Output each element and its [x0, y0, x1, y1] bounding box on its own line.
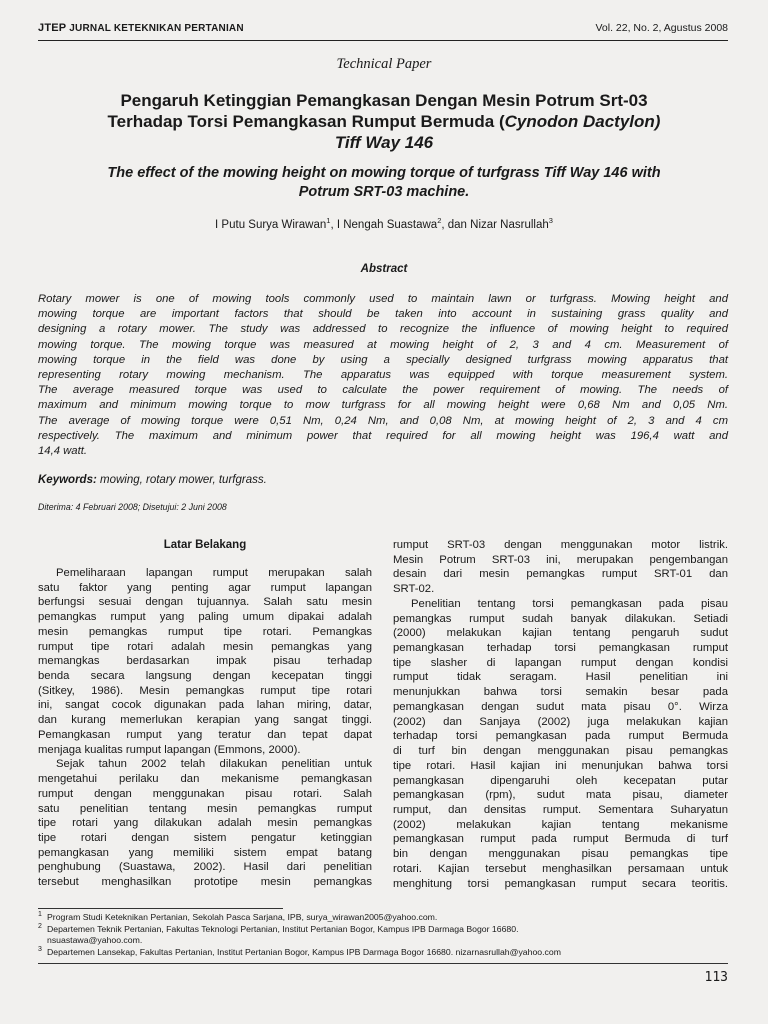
keywords-text: mowing, rotary mower, turfgrass. — [96, 474, 267, 486]
abstract-heading: Abstract — [360, 263, 408, 275]
body-line: menjaga kualitas rumput lapangan (Emmons, 2000). — [38, 743, 301, 756]
body-line: Pemangkasan rumput yang teratur dan tepat dapat — [38, 728, 372, 741]
body-line: satu faktor yang penting agar rumput lapangan — [38, 581, 372, 594]
author-1: I Putu Surya Wirawan — [215, 218, 327, 231]
body-line: berfungsi sesuai dengan tujuannya. Salah satu mesin — [38, 596, 372, 609]
abstract-line: The average of mowing torque were 0,51 Nm, 0,24 Nm, and 0,08 Nm, at mowing height of 2, 3 and 4 cm — [38, 414, 728, 427]
abstract-line: 14,4 watt. — [38, 445, 87, 458]
body-line: tipe rotari yang dilakukan adalah mesin pemangkas — [38, 817, 372, 830]
abstract-line: mowing torque are important factors that should be taken into account in sustaining grass quality and — [38, 308, 728, 321]
header-rule — [38, 40, 728, 41]
abstract-line: The average measured torque was used to calculate the power requirement of mowing. The needs of — [38, 384, 728, 397]
title-line-3: Tiff Way 146 — [334, 133, 434, 152]
footnote-2: 2 Departemen Teknik Pertanian, Fakultas Teknologi Pertanian, Institut Pertanian Bogor, Kampus IPB Darmaga Bogor 16680. — [38, 922, 519, 934]
body-line: penghubung (Suastawa, 2002). Hasil dari penelitian — [38, 861, 372, 874]
body-line: menunjukkan bahwa torsi semakin besar pada — [393, 686, 728, 699]
abstract-line: maximum and minimum mowing torque to mow turfgrass for all mowing height were 0,68 Nm and 0,05 Nm. — [38, 399, 728, 412]
body-line: pemangkasan yang memiliki sistem empat batang — [38, 846, 372, 859]
body-line: Pemeliharaan lapangan rumput merupakan salah — [56, 567, 372, 579]
bottom-rule — [38, 963, 728, 964]
abstract-line: Rotary mower is one of mowing tools commonly used to maintain lawn or turfgrass. Mowing height and — [38, 293, 728, 305]
title-line-2: Terhadap Torsi Pemangkasan Rumput Bermuda (Cynodon Dactylon) — [107, 112, 661, 131]
body-line: tipe rotari. Hasil kajian ini menunjukan bahwa torsi — [393, 759, 728, 772]
footnote-3: 3 Departemen Lansekap, Fakultas Pertanian, Institut Pertanian Bogor, Kampus IPB Darmaga Bogor 16680. nizarnasrullah@yahoo.com — [38, 945, 561, 957]
body-line: pemangkasan dipengaruhi oleh kecepatan putar — [393, 774, 728, 787]
body-line: pemangkasan rumput pada rumput Bermuda di turf — [393, 833, 728, 846]
body-line: (2002) melakukan kajian tentang mekanisme — [393, 818, 728, 831]
paper-type: Technical Paper — [336, 56, 432, 72]
body-line: rumput, dan densitas rumput. Sementara Suharyatun — [393, 803, 728, 816]
journal-name: JTEP JURNAL KETEKNIKAN PERTANIAN — [38, 22, 244, 34]
body-line: tipe slasher di lapangan rumput dengan kondisi — [393, 656, 728, 669]
body-line: benda secara langsung dengan kecepatan tinggi — [38, 670, 372, 683]
body-line: (2000) melakukan kajian tentang pengaruh sudut — [393, 627, 728, 640]
abstract-line: representing rotary mowing mechanism. The apparatus was equipped with torque measurement system. — [38, 369, 728, 382]
body-line: menghitung torsi pemangkasan rumput secara teoritis. — [393, 877, 728, 890]
keywords-label: Keywords: — [38, 474, 97, 486]
keywords — [38, 474, 728, 486]
body-line: rumput SRT-03 dengan menggunakan motor listrik. — [393, 539, 728, 551]
abstract-line: mowing torque in the field was done by using a specially designed turfgrass mowing apparatus that — [38, 353, 728, 366]
body-line: SRT-02. — [393, 583, 435, 596]
english-title: The effect of the mowing height on mowing torque of turfgrass Tiff Way 146 with Potrum SRT-03 machine. — [107, 165, 661, 200]
body-line: dan kurang memerlukan kerapian yang sangat tinggi. — [38, 714, 372, 727]
body-line: pemangkasan (rpm), sudut mata pisau, diameter — [393, 789, 728, 802]
body-column-right — [393, 538, 728, 891]
body-line: pemangkasan dengan sudut mata pisau 0°. Wirza — [393, 700, 728, 713]
body-line: desain dari mesin pemangkas rumput SRT-01 dan — [393, 568, 728, 581]
body-line: tipe rotari dengan sistem pengatur ketinggian — [38, 831, 372, 844]
body-line: bin dengan menggunakan pisau pemangkas tipe — [393, 848, 728, 861]
received-dates: Diterima: 4 Februari 2008; Disetujui: 2 Juni 2008 — [38, 502, 227, 512]
volume-info: Vol. 22, No. 2, Agustus 2008 — [595, 22, 728, 34]
footnote-1: 1 Program Studi Keteknikan Pertanian, Sekolah Pasca Sarjana, IPB, surya_wirawan2005@yahoo.com. — [38, 911, 438, 922]
body-line: rumput tipe rotari adalah mesin pemangkas yang — [38, 640, 372, 653]
body-line: Sejak tahun 2002 telah dilakukan penelitian untuk — [56, 758, 372, 771]
body-line: rumput tidak seragam. Hasil penelitian ini — [393, 671, 728, 684]
running-header — [38, 22, 728, 38]
title-line-1: Pengaruh Ketinggian Pemangkasan Dengan Mesin Potrum Srt-03 — [120, 91, 648, 110]
paper-title — [50, 90, 718, 153]
page-number: 113 — [704, 970, 728, 985]
footnote-2-cont: nsuastawa@yahoo.com. — [47, 935, 143, 945]
body-line: satu penelitian tentang mesin pemangkas rumput — [38, 802, 372, 815]
abstract-body — [38, 292, 728, 459]
body-line: pemangkas rumput yang paling umum dipakai adalah — [38, 611, 372, 624]
author-list: I Putu Surya Wirawan$^1$, I Nengah Suastawa$^2$, dan Nizar Nasrullah$^3$ — [215, 216, 553, 231]
body-line: rotari. Kajian tersebut menghasilkan persamaan untuk — [393, 862, 728, 875]
body-line: rumput dengan menggunakan pisau rotari. Salah — [38, 787, 372, 800]
section-heading: Latar Belakang — [163, 539, 247, 551]
body-line: Mesin Potrum SRT-03 ini, merupakan pengembangan — [393, 553, 728, 566]
body-line: (2002) dan Sanjaya (2002) juga melakukan kajian — [393, 715, 728, 728]
body-column-left — [38, 566, 372, 890]
body-line: memangkas berdasarkan impak pisau terhadap — [38, 655, 372, 668]
abstract-line: respectively. The maximum and minimum power that required for all mowing height was 196,4 watt and — [38, 429, 728, 442]
body-line: pemangkasan terhadap torsi pemangkasan rumput — [393, 642, 728, 655]
footnote-rule — [38, 908, 283, 909]
body-line: (Sitkey, 1986). Mesin pemangkas rumput tipe rotari — [38, 684, 372, 697]
body-line: ini, sangat cocok digunakan pada lahan miring, datar, — [38, 699, 372, 712]
abstract-line: designing a rotary mower. The study was addressed to recognize the influence of mowing height to required — [38, 323, 728, 336]
footnotes — [38, 912, 728, 958]
author-2: , I Nengah Suastawa — [330, 218, 438, 231]
scientific-name: Cynodon Dactylon) — [504, 112, 661, 131]
body-line: pemangkas rumput sudah banyak dilakukan. Setiadi — [393, 612, 728, 625]
body-line: mesin pemangkas rumput tipe rotari. Pemangkas — [38, 625, 372, 638]
body-line: Penelitian tentang torsi pemangkasan pada pisau — [411, 597, 728, 610]
body-line: mengetahui perilaku dan mekanisme pemangkasan — [38, 773, 372, 786]
abstract-line: mowing torque. The mowing torque was measured at mowing height of 2, 3 and 4 cm. Measurement of — [38, 338, 728, 351]
body-line: tersebut menghasilkan prototipe mesin pemangkas — [38, 876, 372, 889]
author-3: , dan Nizar Nasrullah — [441, 218, 549, 231]
body-line: di turf bin dengan menggunakan pisau pemangkas — [393, 745, 728, 758]
body-line: terhadap torsi pemangkasan pada rumput Bermuda — [393, 730, 728, 743]
